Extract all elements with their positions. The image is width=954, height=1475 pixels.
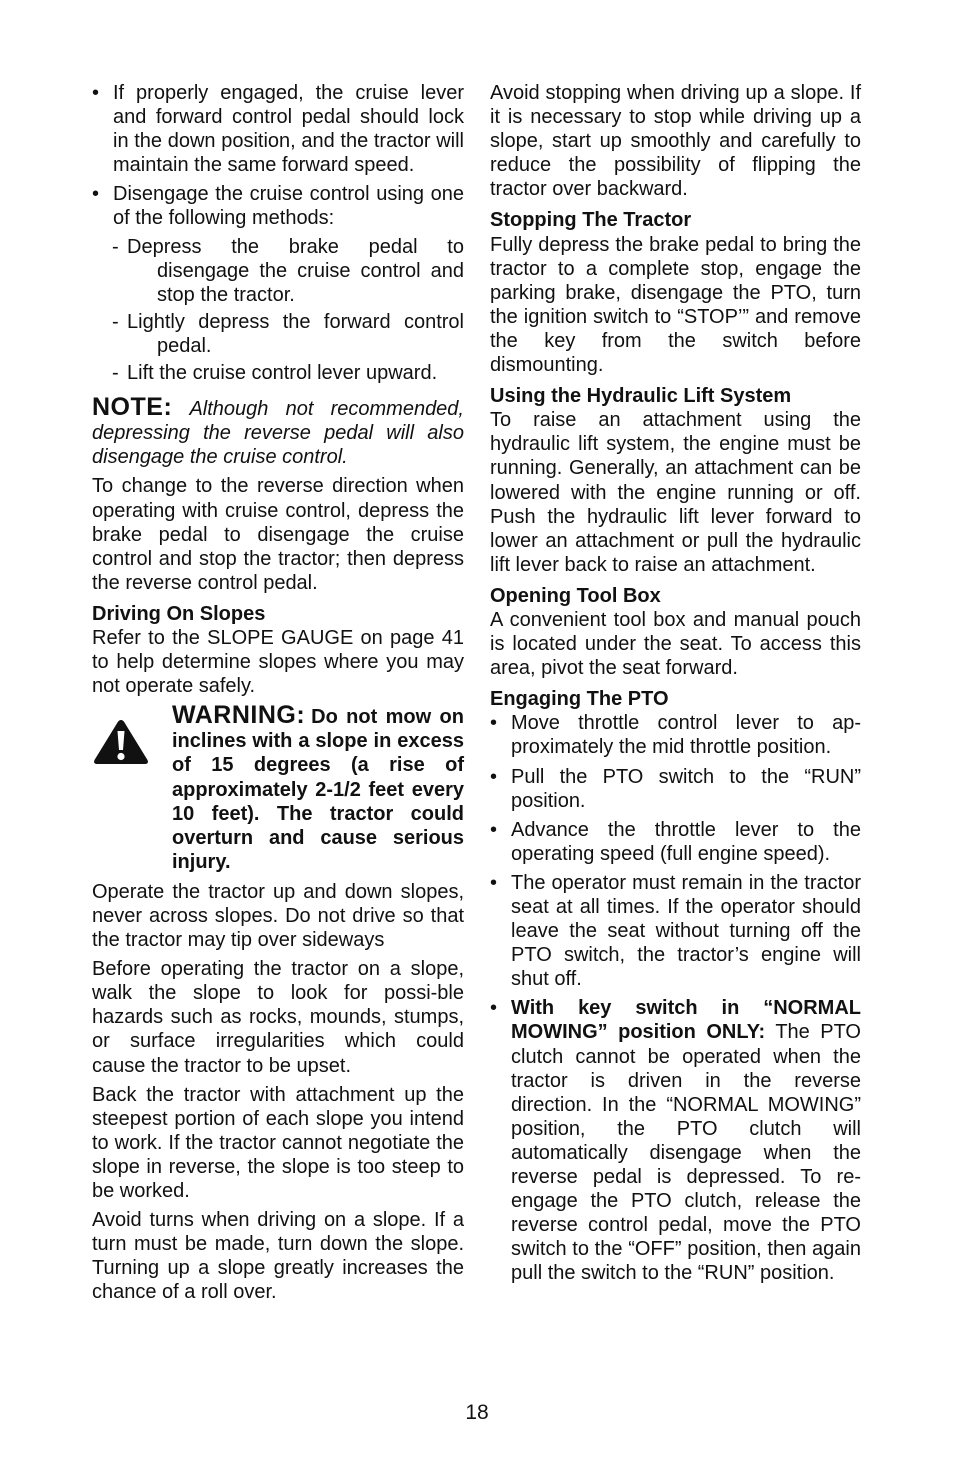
method-item-forward-pedal: - Lightly depress the forward control pedal. [112,310,464,357]
pto-bullet-normal-mowing [490,996,861,1285]
warning-label: WARNING: [172,701,306,730]
warning-text-block [172,703,464,874]
slopes-paragraph-3: Back the tractor with attachment up the steepest portion of each slope you intend to work. If the tractor cannot negotiate the slope in reverse, the slope is too steep to be worked. [92,1083,464,1203]
warning-text: Do not mow on inclines with a slope in excess of 15 degrees (a rise of approximately 2-1/2 feet every 10 feet). The tractor could overturn and cause serious injury. [172,706,464,873]
pto-normal-mowing-label: With key switch in “NORMAL MOWING” position ONLY: [511,997,861,1044]
warning-triangle-icon [92,703,172,874]
slopes-paragraph-2: Before operating the tractor on a slope, walk the slope to look for possi-ble hazards such as rocks, mounds, stumps, or surface irregularities which could cause the tractor to be upset. [92,958,464,1077]
reverse-paragraph: To change to the reverse direction when operating with cruise control, depress the brake pedal to disengage the cruise control and stop the tractor; then depress the reverse control pedal. [92,475,464,594]
heading-driving-on-slopes: Driving On Slopes [92,602,266,625]
note-paragraph [92,395,464,469]
heading-stopping-tractor: Stopping The Tractor [490,209,692,232]
heading-hydraulic-lift: Using the Hydraulic Lift System [490,385,792,408]
slopes-intro-paragraph: Refer to the SLOPE GAUGE on page 41 to help determine slopes where you may not operate safely. [92,626,464,698]
warning-block [92,703,464,874]
note-text: Although not recommended, depressing the reverse pedal will also disengage the cruise control. [92,398,464,469]
slopes-paragraph-1: Operate the tractor up and down slopes, never across slopes. Do not drive so that the tractor may tip over sideways [92,880,464,952]
slopes-paragraph-4: Avoid turns when driving on a slope. If a turn must be made, turn down the slope. Turning up a slope greatly increases the chance of a roll over. [92,1209,464,1304]
left-column [92,81,464,1310]
pto-bullet-throttle: • Move throttle control lever to ap-proximately the mid throttle position. [490,711,861,759]
method-item-brake: - Depress the brake pedal to disengage the cruise control and stop the tractor. [112,235,464,306]
bullet-disengage-cruise: • Disengage the cruise control using one of the following methods: [92,182,464,230]
stopping-paragraph: Fully depress the brake pedal to bring the tractor to a complete stop, engage the parking brake, disengage the PTO, turn the ignition switch to “STOP’” and remove the key from the switch before dismounting. [490,233,861,377]
pto-normal-mowing-text: The PTO clutch cannot be operated when the tractor is driven in the reverse direction. In the “NORMAL MOWING” position, the PTO clutch will automatically disengage when the reverse pedal is depressed. To re-engage the PTO clutch, release the reverse control pedal, move the PTO switch to the “OFF” position, then again pull the switch to the “RUN” position. [511,1021,861,1285]
pto-bullet-switch-run: • Pull the PTO switch to the “RUN” position. [490,765,861,813]
avoid-stopping-paragraph: Avoid stopping when driving up a slope. If it is necessary to stop while driving up a slope, start up smoothly and carefully to reduce the possibility of flipping the tractor over backward. [490,82,861,201]
pto-bullet-advance-throttle: • Advance the throttle lever to the operating speed (full engine speed). [490,818,861,866]
bullet-cruise-engaged: • If properly engaged, the cruise lever and forward control pedal should lock in the down position, and the tractor will maintain the same forward speed. [92,81,464,177]
heading-engaging-pto: Engaging The PTO [490,688,669,711]
heading-tool-box: Opening Tool Box [490,584,661,607]
right-column [490,81,861,1291]
hydraulic-paragraph: To raise an attachment using the hydraulic lift system, the engine must be running. Generally, an attachment can be lowered with the engine running or off. Push the hydraulic lift lever forward to lower an attachment or pull the hydraulic lift lever back to raise an attachment. [490,409,861,576]
method-item-lift-lever: - Lift the cruise control lever upward. [112,362,438,385]
note-label: NOTE: [92,393,173,422]
page-number: 18 [465,1401,489,1424]
pto-bullet-operator-seat: • The operator must remain in the tractor seat at all times. If the operator should leave the seat without turning off the PTO switch, the tractor’s engine will shut off. [490,871,861,991]
toolbox-paragraph: A convenient tool box and manual pouch is located under the seat. To access this area, pivot the seat forward. [490,608,861,680]
